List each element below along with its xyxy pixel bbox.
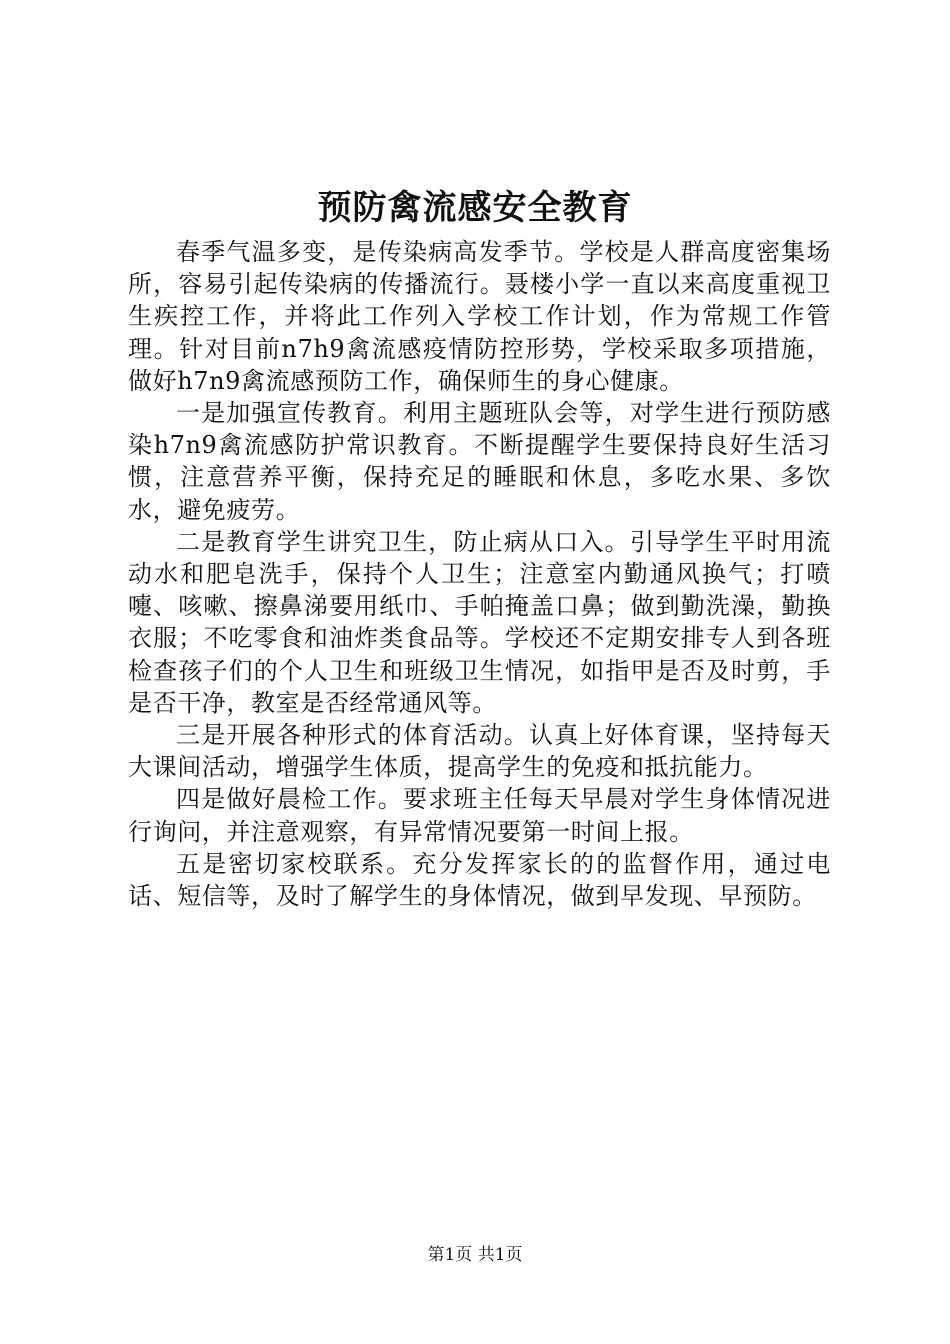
paragraph-intro: 春季气温多变，是传染病高发季节。学校是人群高度密集场所，容易引起传染病的传播流行。聂楼小学一直以来高度重视卫生疾控工作，并将此工作列入学校工作计划，作为常规工作管理。针对目前n7h9禽流感疫情防控形势，学校采取多项措施，做好h7n9禽流感预防工作，确保师生的身心健康。 [128, 238, 831, 395]
document-title: 预防禽流感安全教育 [317, 188, 633, 228]
paragraph-publicity: 一是加强宣传教育。利用主题班队会等，对学生进行预防感染h7n9禽流感防护常识教育。不断提醒学生要保持良好生活习惯，注意营养平衡，保持充足的睡眠和休息，多吃水果、多饮水，避免疲劳。 [128, 399, 831, 524]
document-body [128, 236, 831, 912]
paragraph-morning-check: 四是做好晨检工作。要求班主任每天早晨对学生身体情况进行询问，并注意观察，有异常情况要第一时间上报。 [128, 785, 831, 846]
paragraph-sports: 三是开展各种形式的体育活动。认真上好体育课，坚持每天大课间活动，增强学生体质，提高学生的免疫和抵抗能力。 [128, 721, 831, 782]
paragraph-home-school: 五是密切家校联系。充分发挥家长的的监督作用，通过电话、短信等，及时了解学生的身体情况，做到早发现、早预防。 [128, 849, 831, 911]
page-number-footer: 第1页 共1页 [427, 1245, 523, 1265]
paragraph-hygiene: 二是教育学生讲究卫生，防止病从口入。引导学生平时用流动水和肥皂洗手，保持个人卫生；注意室内勤通风换气；打喷嚏、咳嗽、擦鼻涕要用纸巾、手帕掩盖口鼻；做到勤洗澡，勤换衣服；不吃零食和油炸类食品等。学校还不定期安排专人到各班检查孩子们的个人卫生和班级卫生情况，如指甲是否及时剪，手是否干净，教室是否经常通风等。 [128, 527, 831, 717]
